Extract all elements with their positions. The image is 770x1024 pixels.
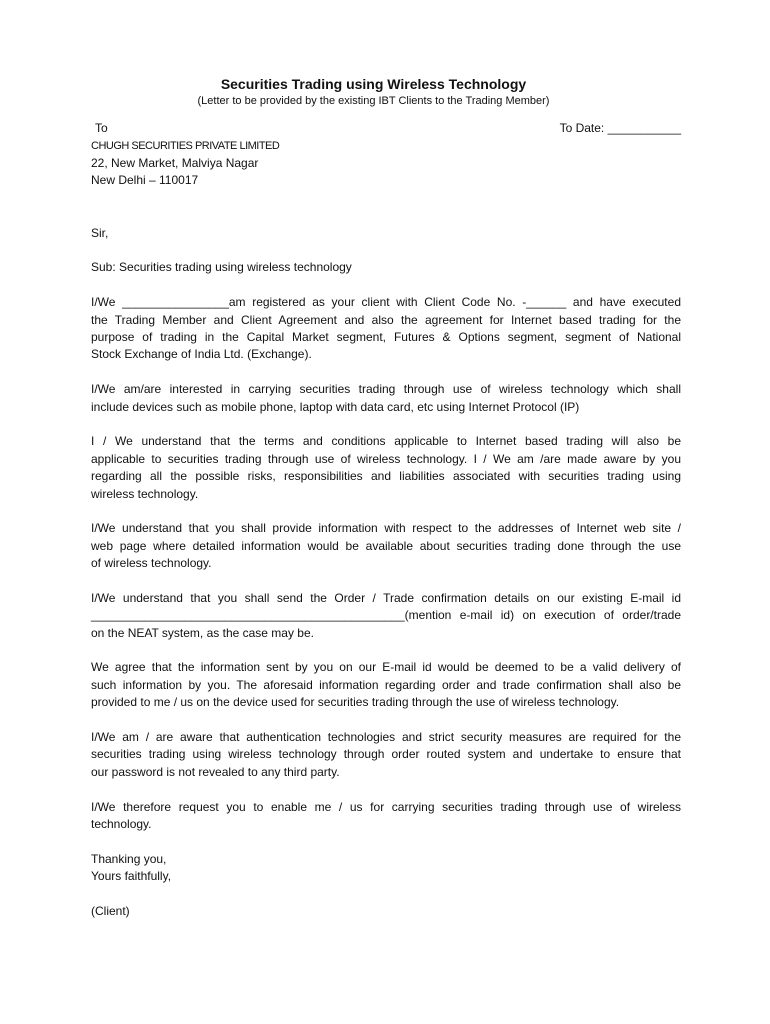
letter-body <box>91 120 681 920</box>
paragraph-3-line-3: regarding all the possible risks, responsibilities and liabilities associated with securities trading using <box>91 469 681 484</box>
paragraph-2-line-1: I/We am/are interested in carrying securities trading through use of wireless technology which shall <box>91 382 681 397</box>
paragraph-4-line-3: of wireless technology. <box>91 556 212 571</box>
paragraph-1-line-3: purpose of trading in the Capital Market segment, Futures & Options segment, segment of National <box>91 330 681 344</box>
signatory: (Client) <box>91 903 130 918</box>
paragraph-8 <box>91 799 681 834</box>
closing-sign-off: Yours faithfully, <box>91 869 172 884</box>
paragraph-6-line-1: We agree that the information sent by you on our E-mail id would be deemed to be a valid delivery of <box>91 660 681 675</box>
paragraph-1 <box>91 294 681 364</box>
paragraph-3-line-2: applicable to securities trading through use of wireless technology. I / We am /are made aware by you <box>91 451 681 466</box>
paragraph-7-line-1: I/We am / are aware that authentication technologies and strict security measures are required for the <box>91 729 681 744</box>
paragraph-4-line-1: I/We understand that you shall provide information with respect to the addresses of Internet web site / <box>91 521 681 536</box>
closing-thanks: Thanking you, <box>91 851 167 866</box>
paragraph-3-line-1: I / We understand that the terms and conditions applicable to Internet based trading will also be <box>91 434 681 449</box>
paragraph-1-line-2: the Trading Member and Client Agreement and also the agreement for Internet based trading for the <box>91 312 681 327</box>
paragraph-6-line-3: provided to me / us on the device used for securities trading through the use of wireless technology. <box>91 695 620 710</box>
paragraph-7-line-2: securities trading using wireless technology through order routed system and undertake to ensure that <box>91 747 681 762</box>
closing-block <box>91 851 681 886</box>
paragraph-2 <box>91 381 681 416</box>
recipient-address-line-2: New Delhi – 110017 <box>91 173 199 188</box>
paragraph-5-line-3: on the NEAT system, as the case may be. <box>91 625 314 640</box>
paragraph-4 <box>91 520 681 572</box>
salutation: Sir, <box>91 225 109 240</box>
paragraph-8-line-1: I/We therefore request you to enable me / us for carrying securities trading through use of wireless <box>91 799 681 814</box>
paragraph-5-line-2: _______________________________________________(mention e-mail id) on execution of order/trade <box>91 608 681 623</box>
salutation-block <box>91 225 681 242</box>
paragraph-7-line-3: our password is not revealed to any third party. <box>91 764 340 779</box>
subject-block <box>91 259 681 276</box>
subject-line: Sub: Securities trading using wireless technology <box>91 260 352 275</box>
paragraph-4-line-2: web page where detailed information would be available about securities trading done through the use <box>91 538 681 553</box>
paragraph-2-line-2: include devices such as mobile phone, laptop with data card, etc using Internet Protocol (IP) <box>91 399 580 414</box>
document-title: Securities Trading using Wireless Technology <box>220 76 527 92</box>
paragraph-1-line-1: I/We ________________am registered as your client with Client Code No. -______ and have executed <box>91 295 681 310</box>
recipient-name: CHUGH SECURITIES PRIVATE LIMITED <box>91 139 280 152</box>
paragraph-5-line-1: I/We understand that you shall send the Order / Trade confirmation details on our existing E-mail id <box>91 590 681 605</box>
to-label: To <box>95 121 108 136</box>
date-field: To Date: ___________ <box>559 121 681 136</box>
paragraph-1-line-4: Stock Exchange of India Ltd. (Exchange). <box>91 347 312 362</box>
paragraph-5 <box>91 590 681 642</box>
paragraph-8-line-2: technology. <box>91 816 152 831</box>
recipient-address-line-1: 22, New Market, Malviya Nagar <box>91 156 259 171</box>
addressee-row <box>91 120 681 137</box>
paragraph-3 <box>91 433 681 503</box>
paragraph-6-line-2: such information by you. The aforesaid information regarding order and trade confirmation shall also be <box>91 677 681 692</box>
paragraph-7 <box>91 729 681 781</box>
paragraph-3-line-4: wireless technology. <box>91 486 199 501</box>
paragraph-6 <box>91 659 681 711</box>
address-block <box>91 120 681 190</box>
document-subtitle: (Letter to be provided by the existing IBT Clients to the Trading Member) <box>197 95 550 107</box>
